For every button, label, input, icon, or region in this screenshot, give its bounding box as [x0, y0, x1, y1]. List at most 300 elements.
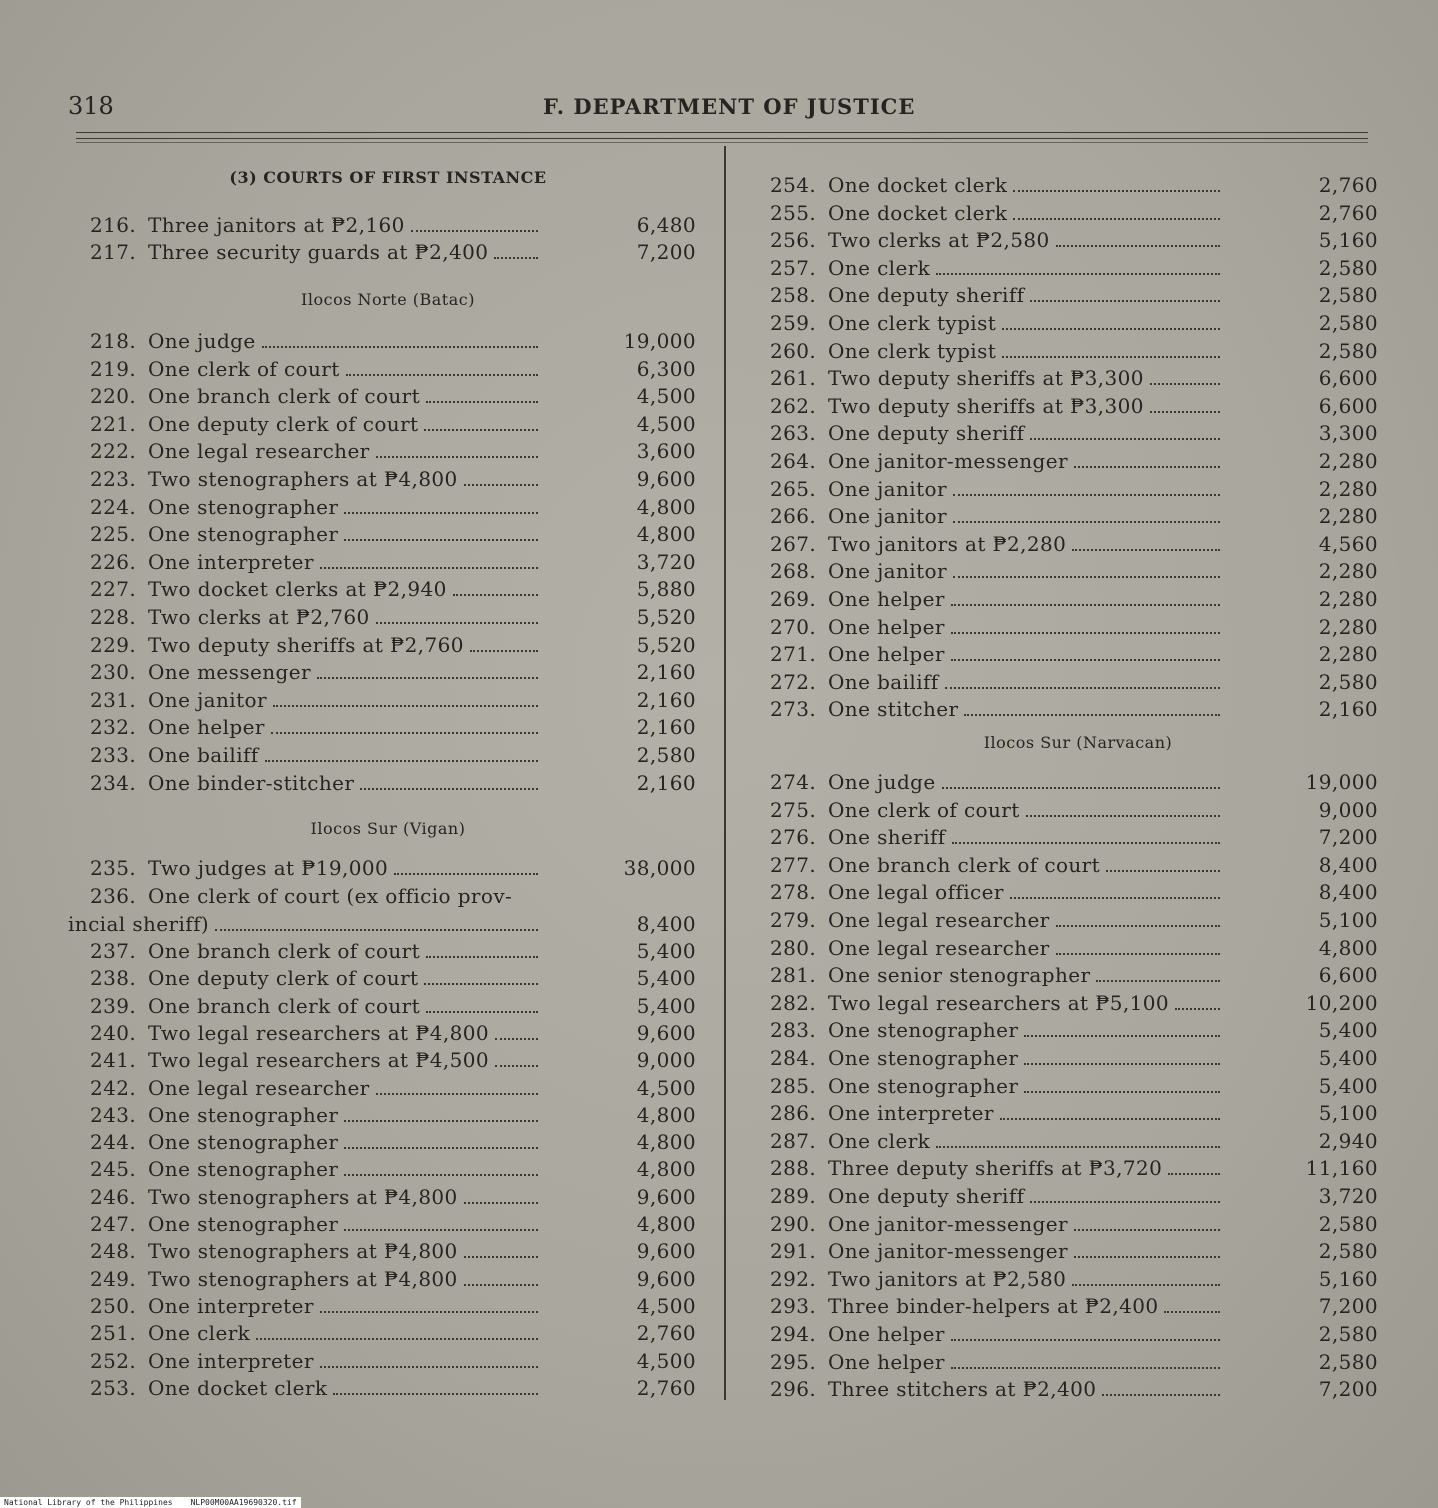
line-item — [768, 448, 1388, 474]
item-description — [148, 494, 538, 520]
item-number: 277. — [770, 852, 817, 877]
line-item — [68, 770, 708, 796]
line-item — [68, 576, 708, 602]
item-number: 225. — [90, 522, 137, 547]
item-number: 244. — [90, 1130, 137, 1155]
item-description-text: One deputy sheriff — [828, 421, 1025, 446]
item-amount: 9,000 — [1318, 797, 1378, 822]
item-description-text: One clerk typist — [828, 311, 997, 335]
item-amount: 2,580 — [1318, 1322, 1378, 1346]
item-number: 284. — [770, 1046, 817, 1070]
dot-leader — [1024, 1073, 1220, 1093]
item-number: 238. — [90, 966, 137, 991]
dot-leader — [1000, 1100, 1220, 1120]
line-item — [68, 212, 708, 238]
subheading-ilocos-norte-batac: Ilocos Norte (Batac) — [301, 290, 475, 309]
line-item — [68, 356, 708, 382]
dot-leader — [424, 965, 538, 985]
item-description-text: Two stenographers at ₱4,800 — [148, 1184, 458, 1209]
item-description-text: One judge — [148, 329, 256, 353]
dot-leader — [951, 641, 1220, 661]
item-number: 286. — [770, 1101, 817, 1126]
item-description-text: One docket clerk — [148, 1375, 328, 1400]
dot-leader — [936, 1128, 1220, 1148]
dot-leader — [953, 503, 1220, 523]
item-number: 220. — [90, 384, 137, 409]
dot-leader — [344, 494, 538, 514]
item-number: 289. — [770, 1184, 817, 1208]
item-description-text: One bailiff — [828, 669, 939, 694]
item-description — [828, 935, 1220, 961]
item-description — [828, 282, 1220, 308]
dot-leader — [333, 1375, 538, 1395]
dot-leader — [265, 742, 538, 762]
item-number: 270. — [770, 614, 817, 639]
item-amount: 2,580 — [1318, 338, 1378, 363]
subheading-ilocos-sur-narvacan: Ilocos Sur (Narvacan) — [983, 733, 1173, 752]
item-number: 232. — [90, 715, 137, 740]
item-description — [148, 1075, 538, 1101]
dot-leader — [1168, 1155, 1220, 1175]
item-number: 288. — [770, 1156, 817, 1181]
item-description — [828, 1128, 1220, 1154]
item-amount: 9,600 — [636, 1020, 696, 1045]
item-description — [828, 1211, 1220, 1237]
item-amount: 9,600 — [636, 1266, 696, 1291]
item-description-text: One clerk of court — [828, 797, 1020, 822]
item-amount: 8,400 — [636, 912, 696, 936]
item-number: 254. — [770, 173, 817, 197]
item-description-text: One stenographer — [148, 1102, 339, 1127]
item-number: 262. — [770, 393, 817, 418]
line-item — [68, 742, 708, 768]
line-item — [68, 1320, 708, 1346]
item-description — [828, 990, 1220, 1016]
dot-leader — [952, 824, 1220, 844]
item-description — [828, 879, 1220, 905]
line-item — [768, 1293, 1388, 1319]
item-number: 269. — [770, 587, 817, 611]
item-description — [148, 714, 538, 740]
dot-leader — [344, 1102, 538, 1122]
item-amount: 6,600 — [1318, 963, 1378, 988]
item-description — [828, 907, 1220, 933]
item-description-text: One stenographer — [148, 522, 339, 547]
line-item — [768, 1155, 1388, 1181]
dot-leader — [376, 604, 538, 624]
item-number: 260. — [770, 338, 817, 363]
item-number: 224. — [90, 494, 137, 519]
item-description — [828, 365, 1220, 391]
dot-leader — [1096, 962, 1220, 982]
line-item — [68, 911, 708, 937]
item-amount: 2,580 — [1318, 1211, 1378, 1236]
item-description — [148, 687, 538, 713]
item-description-text: One clerk — [828, 255, 931, 280]
item-description-text: Two janitors at ₱2,280 — [828, 531, 1067, 556]
item-number: 255. — [770, 200, 817, 225]
page-number: 318 — [68, 92, 114, 120]
dot-leader — [376, 438, 538, 458]
item-description-text: One stenographer — [148, 494, 339, 519]
item-description — [828, 558, 1220, 584]
item-number: 221. — [90, 411, 137, 436]
left-column — [68, 0, 708, 1508]
dot-leader — [262, 328, 538, 348]
item-description-text: One branch clerk of court — [148, 384, 421, 409]
item-amount: 6,600 — [1318, 393, 1378, 418]
line-item — [68, 632, 708, 658]
item-amount: 7,200 — [1318, 1294, 1378, 1319]
item-description — [828, 227, 1220, 253]
dot-leader — [426, 383, 538, 403]
dot-leader — [1013, 200, 1220, 220]
item-description — [828, 1100, 1220, 1126]
item-description-text: incial sheriff) — [68, 912, 210, 936]
item-description — [148, 521, 538, 547]
item-description — [828, 614, 1220, 640]
item-description — [828, 1155, 1220, 1181]
item-description-text: One branch clerk of court — [148, 939, 421, 963]
item-number: 256. — [770, 228, 817, 253]
item-description-text: Three binder-helpers at ₱2,400 — [828, 1294, 1159, 1319]
item-description-text: Two clerks at ₱2,760 — [148, 605, 370, 629]
item-description-text: Two stenographers at ₱4,800 — [148, 1266, 458, 1291]
item-description-text: One binder-stitcher — [148, 770, 355, 795]
item-description — [828, 172, 1220, 198]
dot-leader — [317, 659, 538, 679]
item-amount: 4,500 — [636, 411, 696, 436]
line-item — [68, 411, 708, 437]
line-item — [68, 438, 708, 464]
dot-leader — [951, 614, 1220, 634]
item-amount: 4,800 — [1318, 935, 1378, 960]
item-amount: 9,600 — [636, 467, 696, 491]
item-description-text: One helper — [828, 614, 945, 639]
item-description — [148, 1129, 538, 1155]
dot-leader — [1030, 420, 1220, 440]
item-number: 264. — [770, 449, 817, 473]
item-number: 251. — [90, 1321, 137, 1346]
line-item — [768, 1100, 1388, 1126]
item-description-text: Two legal researchers at ₱4,500 — [148, 1048, 490, 1073]
item-number: 248. — [90, 1239, 137, 1264]
line-item — [768, 962, 1388, 988]
item-description — [148, 356, 538, 382]
dot-leader — [344, 1129, 538, 1149]
dot-leader — [1056, 907, 1220, 927]
item-description — [148, 1020, 538, 1046]
item-amount: 4,500 — [636, 1075, 696, 1100]
item-number: 231. — [90, 687, 137, 712]
item-amount: 2,760 — [1318, 200, 1378, 225]
dot-leader — [1106, 852, 1220, 872]
item-description-text: One deputy clerk of court — [148, 966, 419, 991]
item-number: 257. — [770, 255, 817, 280]
item-amount: 4,500 — [636, 1348, 696, 1373]
dot-leader — [464, 1266, 538, 1286]
line-item — [768, 769, 1388, 795]
dot-leader — [1013, 172, 1220, 192]
item-number: 294. — [770, 1322, 817, 1346]
item-description — [148, 604, 538, 630]
line-item — [768, 1376, 1388, 1402]
item-description — [68, 911, 538, 937]
item-description-text: Two stenographers at ₱4,800 — [148, 1239, 458, 1264]
item-number: 233. — [90, 743, 137, 767]
item-number: 283. — [770, 1018, 817, 1043]
item-description — [148, 770, 538, 796]
item-description-text: One stenographer — [148, 1130, 339, 1155]
item-number: 275. — [770, 797, 817, 822]
line-item — [68, 383, 708, 409]
item-description-text: One deputy sheriff — [828, 1184, 1025, 1208]
line-item — [768, 227, 1388, 253]
dot-leader — [1002, 338, 1220, 358]
line-item — [768, 907, 1388, 933]
dot-leader — [1056, 935, 1220, 955]
line-item — [68, 1184, 708, 1210]
item-description-text: One helper — [148, 715, 265, 740]
item-amount: 4,800 — [636, 1130, 696, 1155]
item-description — [148, 1266, 538, 1292]
item-description — [148, 742, 538, 768]
dot-leader — [1056, 227, 1220, 247]
item-description-text: One legal officer — [828, 880, 1004, 905]
item-number: 263. — [770, 421, 817, 446]
item-amount: 4,800 — [636, 1102, 696, 1127]
item-amount: 5,400 — [1318, 1046, 1378, 1070]
item-description-text: Two stenographers at ₱4,800 — [148, 467, 458, 491]
item-amount: 2,580 — [1318, 311, 1378, 335]
dot-leader — [951, 1349, 1220, 1369]
item-amount: 2,760 — [1318, 173, 1378, 197]
item-description — [148, 438, 538, 464]
dot-leader — [953, 558, 1220, 578]
dot-leader — [1164, 1293, 1220, 1313]
item-description — [828, 310, 1220, 336]
item-description-text: One deputy sheriff — [828, 283, 1025, 308]
item-number: 290. — [770, 1211, 817, 1236]
line-item — [68, 1102, 708, 1128]
item-description-text: One legal researcher — [828, 935, 1050, 960]
item-amount: 7,200 — [1318, 825, 1378, 850]
line-item — [768, 586, 1388, 612]
line-item — [68, 938, 708, 964]
line-item — [768, 1183, 1388, 1209]
item-amount: 2,580 — [1318, 669, 1378, 694]
item-description — [148, 1047, 538, 1073]
dot-leader — [945, 669, 1220, 689]
item-number: 226. — [90, 549, 137, 574]
item-number: 230. — [90, 660, 137, 685]
item-description-text: Two clerks at ₱2,580 — [828, 228, 1050, 253]
item-amount: 19,000 — [623, 329, 696, 353]
line-item — [768, 476, 1388, 502]
item-amount: 2,940 — [1318, 1128, 1378, 1153]
item-description-text: One stenographer — [828, 1046, 1019, 1070]
item-description-text: Two judges at ₱19,000 — [148, 856, 389, 880]
item-description — [828, 1017, 1220, 1043]
dot-leader — [424, 411, 538, 431]
item-amount: 8,400 — [1318, 880, 1378, 905]
item-description — [148, 1375, 538, 1401]
item-description-text: One janitor — [828, 504, 947, 529]
dot-leader — [346, 356, 538, 376]
dot-leader — [1030, 282, 1220, 302]
item-number: 285. — [770, 1073, 817, 1098]
item-description-text: One janitor — [148, 687, 267, 712]
item-description-text: One bailiff — [148, 743, 259, 767]
item-amount: 2,580 — [1318, 1349, 1378, 1374]
line-item — [768, 1017, 1388, 1043]
item-number: 227. — [90, 577, 137, 602]
line-item — [68, 883, 708, 909]
line-item — [768, 797, 1388, 823]
item-description — [828, 769, 1220, 795]
item-number: 236. — [90, 884, 137, 908]
item-description-text: One branch clerk of court — [828, 852, 1101, 877]
item-amount: 5,400 — [1318, 1073, 1378, 1098]
item-amount: 6,300 — [636, 356, 696, 381]
item-description — [828, 797, 1220, 823]
line-item — [68, 687, 708, 713]
item-description-text: One stenographer — [148, 1212, 339, 1236]
item-amount: 2,280 — [1318, 614, 1378, 639]
item-number: 243. — [90, 1102, 137, 1127]
item-description-text: One legal researcher — [148, 1075, 370, 1100]
item-description-text: Two docket clerks at ₱2,940 — [148, 577, 447, 602]
item-description — [148, 411, 538, 437]
item-amount: 3,720 — [636, 549, 696, 574]
item-number: 235. — [90, 856, 137, 880]
line-item — [68, 1020, 708, 1046]
item-number: 267. — [770, 531, 817, 556]
item-description-text: One branch clerk of court — [148, 993, 421, 1018]
item-amount: 2,280 — [1318, 559, 1378, 584]
item-description-text: One interpreter — [148, 549, 314, 574]
item-amount: 38,000 — [623, 856, 696, 880]
item-description-text: One deputy clerk of court — [148, 411, 419, 436]
item-number: 274. — [770, 770, 817, 794]
item-description — [148, 212, 538, 238]
dot-leader — [344, 1211, 538, 1231]
item-number: 278. — [770, 880, 817, 905]
item-description — [148, 1238, 538, 1264]
item-description — [828, 503, 1220, 529]
item-description — [148, 993, 538, 1019]
line-item — [768, 1128, 1388, 1154]
item-amount: 2,580 — [1318, 255, 1378, 280]
item-description-text: One messenger — [148, 660, 311, 685]
item-amount: 3,600 — [636, 439, 696, 464]
line-item — [68, 1293, 708, 1319]
line-item — [768, 1238, 1388, 1264]
item-number: 228. — [90, 605, 137, 629]
item-amount: 2,160 — [636, 770, 696, 795]
item-amount: 5,160 — [1318, 228, 1378, 253]
dot-leader — [942, 769, 1220, 789]
item-number: 266. — [770, 504, 817, 529]
item-description — [828, 255, 1220, 281]
item-description-text: One stitcher — [828, 697, 959, 722]
item-description — [148, 1184, 538, 1210]
line-item — [768, 365, 1388, 391]
item-amount: 2,280 — [1318, 476, 1378, 501]
item-description-text: One helper — [828, 1322, 945, 1346]
section-title: (3) COURTS OF FIRST INSTANCE — [229, 168, 547, 187]
dot-leader — [1072, 1266, 1220, 1286]
line-item — [68, 1266, 708, 1292]
item-amount: 4,560 — [1318, 531, 1378, 556]
column-divider — [724, 146, 726, 1400]
line-item — [768, 172, 1388, 198]
item-amount: 10,200 — [1305, 990, 1378, 1015]
dot-leader — [464, 466, 538, 486]
dot-leader — [495, 1047, 538, 1067]
dot-leader — [464, 1184, 538, 1204]
item-amount: 4,800 — [636, 1157, 696, 1182]
item-amount: 4,800 — [636, 494, 696, 519]
item-description — [828, 531, 1220, 557]
dot-leader — [360, 770, 538, 790]
item-number: 253. — [90, 1375, 137, 1400]
item-number: 237. — [90, 939, 137, 963]
item-number: 268. — [770, 559, 817, 584]
item-description — [148, 938, 538, 964]
dot-leader — [1074, 448, 1220, 468]
item-number: 249. — [90, 1266, 137, 1291]
dot-leader — [215, 911, 538, 931]
line-item — [68, 1129, 708, 1155]
item-amount: 5,880 — [636, 577, 696, 602]
item-description — [828, 200, 1220, 226]
library-credit: National Library of the Philippines — [4, 1498, 173, 1507]
dot-leader — [1010, 879, 1220, 899]
item-description — [148, 632, 538, 658]
line-item — [768, 420, 1388, 446]
file-name: NLP00M00AA19690320.tif — [190, 1498, 297, 1507]
line-item — [68, 1156, 708, 1182]
item-description — [148, 1211, 538, 1237]
item-description-text: One helper — [828, 587, 945, 611]
line-item — [68, 714, 708, 740]
item-description-text: One janitor — [828, 559, 947, 584]
item-amount: 2,160 — [636, 715, 696, 740]
item-amount: 2,160 — [1318, 697, 1378, 722]
item-amount: 9,600 — [636, 1184, 696, 1209]
dot-leader — [470, 632, 538, 652]
item-number: 292. — [770, 1266, 817, 1291]
item-amount: 9,000 — [636, 1048, 696, 1073]
item-number: 252. — [90, 1348, 137, 1373]
item-number: 219. — [90, 356, 137, 381]
item-description — [148, 466, 538, 492]
item-description — [148, 328, 538, 354]
line-item — [68, 993, 708, 1019]
item-description — [828, 1293, 1220, 1319]
item-description-text: One interpreter — [148, 1348, 314, 1373]
item-description — [828, 1266, 1220, 1292]
dot-leader — [951, 1321, 1220, 1341]
item-amount: 7,200 — [1318, 1377, 1378, 1402]
line-item — [768, 879, 1388, 905]
line-item — [768, 990, 1388, 1016]
item-description — [828, 641, 1220, 667]
item-description-text: Two deputy sheriffs at ₱3,300 — [828, 366, 1144, 391]
dot-leader — [376, 1075, 538, 1095]
item-description-text: One helper — [828, 1349, 945, 1374]
